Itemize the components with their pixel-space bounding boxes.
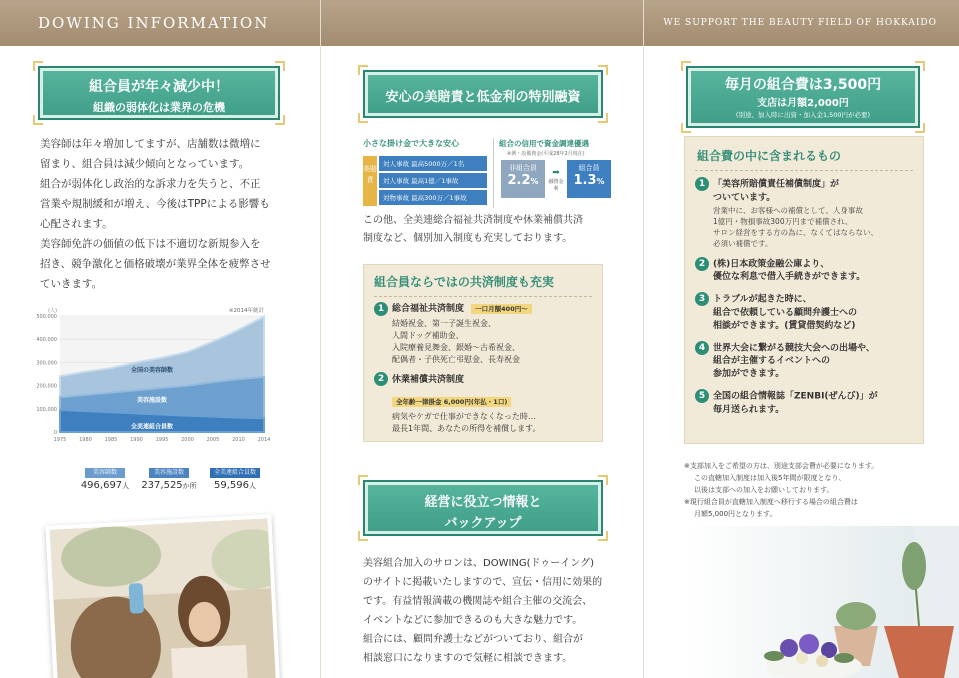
fee-item-line: 参加ができます。 — [713, 369, 785, 379]
chart-note: ※2014年統計 — [228, 308, 264, 314]
text-line: 心配されます。 — [40, 218, 113, 230]
text-line: 美容師免許の価値の低下は不適切な新規参入を — [40, 238, 261, 250]
insurance-title: 安心の美賠責と低金利の特別融資 — [385, 90, 581, 105]
text-line: 営業中に、お客様への補償として、人身事故 — [713, 205, 863, 215]
y-tick-label: 300,000 — [36, 360, 57, 367]
loan-note: ※例・設備資金(平成28年2月現在) — [507, 151, 585, 157]
y-tick-label: 0 — [53, 430, 57, 436]
text-line: です。有益情報満載の機関誌や組合主催の交流会、 — [363, 596, 593, 607]
fee-item-line: 相談ができます。(賃貸借契約など) — [713, 320, 856, 331]
text-line: 人間ドッグ補助金、 — [392, 330, 464, 340]
stat-value: 59,596 — [214, 480, 249, 491]
aid-item-title: 休業補償共済制度 — [392, 374, 465, 385]
fee-item-line: 優位な利息で借入手続きができます。 — [713, 272, 866, 282]
stat-unit: か所 — [182, 482, 197, 490]
number-badge: 2 — [374, 372, 388, 386]
number-badge: 3 — [695, 292, 709, 306]
y-tick-label: 100,000 — [36, 406, 57, 413]
fee-item-line: 毎月送られます。 — [713, 404, 785, 415]
member-rate-box — [567, 160, 611, 198]
fee-item-line: 組合で依頼している顧問弁護士への — [713, 307, 858, 318]
member-rate: 1.3 — [573, 173, 597, 188]
text-line: 配偶者・子供死亡弔慰金、長寿祝金 — [392, 354, 520, 364]
fee-title-box — [686, 66, 920, 128]
x-tick-label: 1995 — [155, 437, 169, 443]
arrow-text: 融資金利 — [548, 179, 564, 192]
text-line: ていきます。 — [40, 278, 103, 290]
mutual-aid-title: 組合員ならではの共済制度も充実 — [374, 275, 554, 289]
aid-item-2-details — [392, 411, 602, 435]
text-line: 留まり、組合員は減少傾向となっています。 — [40, 158, 250, 170]
fee-item-line: 世界大会に繋がる競技大会への出場や、 — [713, 343, 875, 353]
rate-arrow — [547, 168, 565, 192]
footnote-line: 以後は支部への加入をお願いしております。 — [694, 486, 834, 494]
chart-series-label: 全国の美容師数 — [130, 366, 174, 374]
fee-footnotes — [684, 460, 954, 520]
extras-paragraph — [363, 212, 633, 248]
column-2 — [321, 46, 643, 678]
text-line: 病気やケガで仕事ができなくなった時… — [392, 412, 536, 421]
management-paragraph — [363, 554, 639, 668]
fee-item-line: 「美容所賠償責任補償制度」が — [713, 179, 840, 190]
fee-item-1-detail — [713, 205, 923, 249]
text-line: 美容師は年々増加してますが、店舗数は微増に — [40, 138, 261, 150]
fee-item-4 — [695, 341, 923, 382]
footnote-line: ※支部加入をご希望の方は、別途支部会費が必要になります。 — [684, 462, 879, 470]
text-line: 組合が弱体化し政治的な訴求力を失うと、不正 — [40, 178, 261, 190]
text-line: 入院療養見舞金、銀婚～古希祝金、 — [392, 342, 520, 352]
x-tick-label: 1980 — [79, 437, 92, 443]
x-tick-label: 2010 — [232, 437, 245, 443]
header-left-title: DOWING INFORMATION — [38, 14, 270, 32]
non-member-label: 非組合員 — [509, 164, 537, 172]
number-badge: 2 — [695, 257, 709, 271]
management-title-1: 経営に役立つ情報と — [424, 495, 542, 510]
stat-unit: 人 — [122, 482, 130, 490]
decline-subtitle: 組織の弱体化は業界の危機 — [93, 101, 225, 114]
text-line: 制度など、個別加入制度も充実しております。 — [363, 233, 573, 244]
text-line: 招き、競争激化と価格破壊が業界全体を疲弊させ — [40, 258, 271, 270]
text-line: 相談窓口になりますので気軽に相談できます。 — [363, 653, 573, 664]
text-line: この他、全美連総合福祉共済制度や休業補償共済 — [363, 215, 583, 226]
header-right-title: WE SUPPORT THE BEAUTY FIELD OF HOKKAIDO — [663, 18, 937, 28]
loan-heading: 組合の信用で資金調達優遇 — [499, 139, 589, 148]
stat-value: 237,525 — [141, 480, 183, 491]
fee-item-2 — [695, 257, 923, 285]
member-trend-chart — [26, 302, 296, 452]
arrow-right-icon: ➡ — [552, 168, 560, 178]
fee-item-line: (株)日本政策金融公庫より、 — [713, 259, 830, 269]
stat-label: 美容施設数 — [149, 468, 189, 478]
text-line: イベントなどに参加できるのも大きな魅力です。 — [363, 615, 583, 626]
text-line: のサイトに掲載いたしますので、宣伝・信用に効果的 — [363, 577, 603, 588]
fee-item-line: トラブルが起きた時に、 — [713, 294, 812, 305]
insurance-row: 対人事故 最高1億／1事故 — [379, 173, 487, 188]
aid-item-1 — [374, 301, 602, 316]
y-tick-label: 400,000 — [36, 337, 57, 344]
text-line: 美容組合加入のサロンは、DOWING(ドゥーイング) — [363, 558, 594, 569]
number-badge: 1 — [695, 177, 709, 191]
fee-item-3 — [695, 292, 923, 333]
number-badge: 5 — [695, 389, 709, 403]
decline-title-box — [38, 66, 280, 120]
fee-subtitle: 支店は月額2,000円 — [757, 98, 849, 109]
x-tick-label: 2000 — [181, 437, 194, 443]
text-line: 最長1年間、あなたの所得を補償します。 — [392, 424, 541, 433]
footnote-line: この直轄加入制度は加入後5年間が限度となり、 — [694, 474, 846, 482]
fee-item-1 — [695, 177, 923, 205]
side-label: 美賠責 — [363, 156, 377, 206]
fee-note: (別途、加入時に出資・加入金1,500円が必要) — [735, 111, 871, 119]
decline-paragraph — [40, 134, 300, 294]
footnote-line: ※現行組合員が直轄加入制度へ移行する場合の組合費は — [684, 498, 858, 506]
x-tick-label: 1990 — [130, 437, 143, 443]
salon-photo — [45, 514, 280, 678]
text-line: 営業や規制緩和が増え、今後はTPPによる影響も — [40, 198, 270, 210]
member-label: 組合員 — [578, 164, 600, 172]
text-line: 組合には、顧問弁護士などがついており、組合が — [363, 634, 583, 645]
stats-row — [76, 459, 266, 489]
text-line: 必須い補償です。 — [713, 238, 773, 248]
text-line: 結婚祝金、第一子誕生祝金、 — [392, 318, 496, 328]
insurance-row: 対物事故 最高300万／1事故 — [379, 190, 487, 205]
percent-sign: % — [530, 177, 539, 186]
stat-label: 全美連組合員数 — [210, 468, 260, 478]
aid-item-1-details — [392, 318, 602, 366]
y-tick-label: 500,000 — [36, 314, 57, 320]
aid-item-title: 総合福祉共済制度 — [392, 304, 465, 314]
small-premium-heading: 小さな掛け金で大きな安心 — [363, 139, 459, 148]
aid-item-badge: 一口月額400円～ — [471, 304, 532, 314]
insurance-title-box — [363, 70, 603, 118]
fee-includes-title: 組合費の中に含まれるもの — [697, 149, 842, 163]
x-tick-label: 1975 — [53, 437, 67, 443]
x-tick-label: 1985 — [104, 437, 118, 443]
aid-item-2 — [374, 372, 602, 387]
flower-illustration — [684, 526, 959, 678]
chart-series-label: 全美連組合員数 — [130, 423, 174, 431]
chart-series-label: 美容施設数 — [136, 396, 168, 404]
number-badge: 1 — [374, 302, 388, 316]
percent-sign: % — [596, 177, 605, 186]
fee-title: 毎月の組合費は3,500円 — [724, 77, 882, 93]
x-tick-label: 2014 — [257, 437, 271, 443]
x-tick-label: 2005 — [206, 437, 220, 443]
vertical-separator — [493, 138, 494, 208]
stat-unit: 人 — [249, 482, 256, 490]
stat-facilities — [138, 459, 200, 491]
column-1 — [0, 46, 320, 678]
text-line: サロン経営をする方の為に、なくてはならない、 — [713, 227, 878, 237]
y-tick-label: 200,000 — [36, 383, 57, 390]
decline-title: 組合員が年々減少中！ — [89, 79, 229, 95]
non-member-rate: 2.2 — [507, 173, 531, 188]
footnote-line: 月額5,000円となります。 — [694, 510, 777, 518]
fee-item-line: 全国の組合情報誌「ZENBI(ぜんび)」が — [713, 391, 878, 402]
management-title-box — [363, 480, 603, 536]
management-title-2: バックアップ — [444, 516, 522, 531]
chart-svg — [26, 302, 296, 452]
column-3 — [644, 46, 959, 678]
text-line: 1億円・物損事故300万円まで補償され、 — [713, 216, 853, 226]
fee-item-line: 組合が主催するイベントへの — [713, 356, 831, 366]
insurance-row: 対人事故 最高5000万／1名 — [379, 156, 487, 171]
mutual-aid-box — [363, 264, 603, 442]
insurance-rows — [379, 156, 487, 205]
number-badge: 4 — [695, 341, 709, 355]
header-bar — [0, 0, 959, 46]
stat-members — [204, 459, 266, 491]
aid-item-badge: 全年齢一律掛金 6,000円(年払・1口) — [392, 397, 511, 407]
non-member-rate-box — [501, 160, 545, 198]
fee-item-5 — [695, 389, 923, 417]
stat-label: 美容師数 — [85, 468, 125, 478]
y-unit-label: (人) — [48, 308, 57, 314]
fee-item-line: ついています。 — [713, 192, 776, 203]
fee-includes-box — [684, 136, 924, 444]
stat-value: 496,697 — [80, 480, 123, 491]
stat-hairdressers — [76, 459, 134, 491]
